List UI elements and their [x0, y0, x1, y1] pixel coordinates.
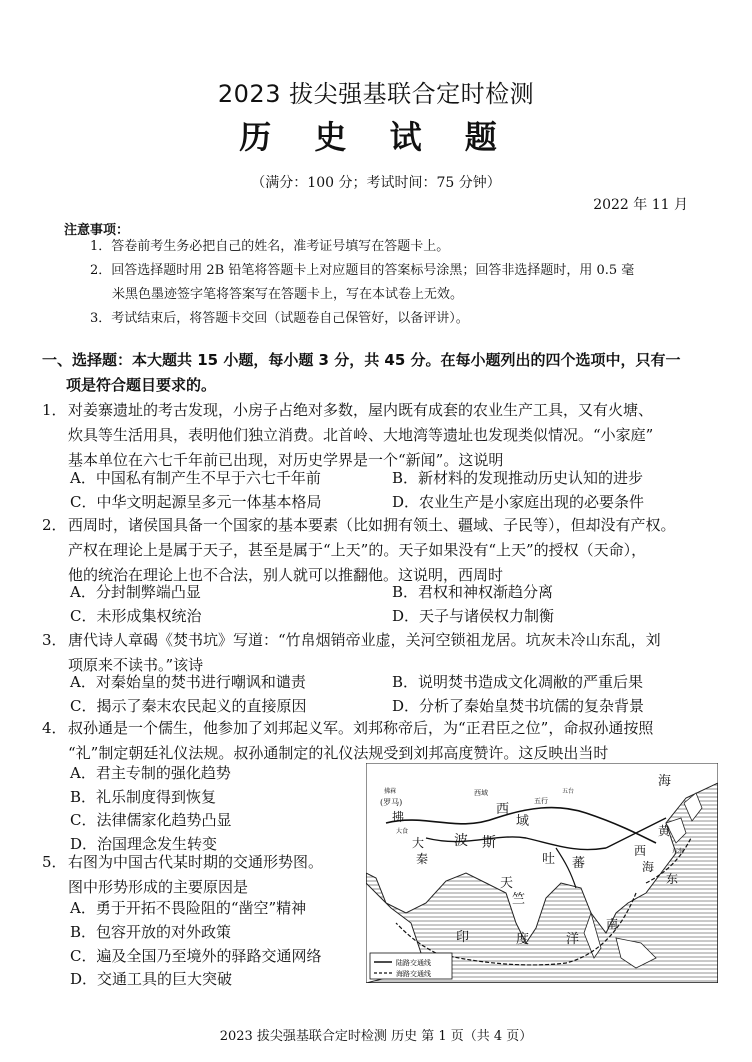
map-label: 竺: [512, 892, 526, 907]
question-text: 他的统治在理论上也不合法，别人就可以推翻他。这说明，西周时: [68, 566, 504, 584]
option-a[interactable]: A．君主专制的强化趋势: [70, 764, 231, 782]
map-label: 海: [658, 774, 672, 789]
map-label: 西: [634, 844, 647, 858]
option-b[interactable]: B．君权和神权渐趋分离: [392, 583, 554, 601]
option-d[interactable]: D．农业生产是小家庭出现的必要条件: [392, 493, 645, 511]
option-c[interactable]: C．揭示了秦末农民起义的直接原因: [70, 697, 307, 715]
exam-date: 2022 年 11 月: [593, 197, 688, 213]
option-b[interactable]: B．礼乐制度得到恢复: [70, 788, 217, 806]
map-label: 南: [606, 917, 619, 931]
exam-title: 2023 拔尖强基联合定时检测: [217, 80, 535, 108]
question-number: 4．: [42, 719, 67, 737]
question-number: 2．: [42, 516, 67, 534]
map-label: 印: [456, 930, 470, 945]
trade-route-map: [366, 763, 718, 983]
section-line: 一、选择题：本大题共 15 小题，每小题 3 分，共 45 分。在每小题列出的四个选项中，只有一: [42, 351, 681, 369]
option-a[interactable]: A．对秦始皇的焚书进行嘲讽和谴责: [70, 673, 306, 691]
question-4: [42, 716, 710, 766]
option-d[interactable]: D．分析了秦始皇焚书坑儒的复杂背景: [392, 697, 645, 715]
question-text: 西周时，诸侯国具备一个国家的基本要素（比如拥有领土、疆域、子民等），但却没有产权。: [68, 516, 676, 534]
map-place: 东海: [672, 848, 685, 855]
question-number: 5．: [42, 853, 67, 871]
option-d[interactable]: D．交通工具的巨大突破: [70, 970, 233, 988]
map-label: 洋: [566, 932, 580, 947]
legend-label: 海路交通线: [396, 970, 431, 978]
option-c[interactable]: C．中华文明起源呈多元一体基本格局: [70, 493, 322, 511]
option-d[interactable]: D．治国理念发生转变: [70, 835, 218, 853]
map-label: 秦: [416, 852, 429, 866]
question-5: [42, 850, 362, 900]
notice-item: 1．答卷前考生务必把自己的姓名，准考证号填写在答题卡上。: [90, 239, 450, 254]
notice-item: 米黑色墨迹签字笔将答案写在答题卡上，写在本试卷上无效。: [112, 287, 464, 302]
map-label: 度: [516, 932, 530, 947]
question-number: 3．: [42, 631, 67, 649]
map-place: 拂菻: [384, 788, 397, 795]
map-label: 天: [500, 876, 514, 891]
question-text: 对姜寨遗址的考古发现，小房子占绝对多数，屋内既有成套的农业生产工具，又有火塘、: [68, 401, 654, 419]
section-heading: [42, 348, 710, 398]
option-b[interactable]: B．说明焚书造成文化凋敝的严重后果: [392, 673, 644, 691]
option-a[interactable]: A．中国私有制产生不早于六七千年前: [70, 469, 321, 487]
notice-item: 3．考试结束后，将答题卡交回（试题卷自己保管好，以备评讲）。: [90, 311, 469, 326]
map-label: 斯: [482, 835, 496, 851]
map-label: 吐: [542, 852, 556, 867]
map-label: 拂: [392, 810, 405, 824]
question-1: [42, 398, 710, 473]
option-d[interactable]: D．天子与诸侯权力制衡: [392, 607, 555, 625]
question-text: 唐代诗人章碣《焚书坑》写道：“竹帛烟销帝业虚，关河空锁祖龙居。坑灰未冷山东乱，刘: [68, 631, 661, 649]
option-a[interactable]: A．分封制弊端凸显: [70, 583, 201, 601]
section-line: 项是符合题目要求的。: [66, 376, 217, 394]
option-b[interactable]: B．新材料的发现推动历史认知的进步: [392, 469, 644, 487]
question-text: 项原来不读书。”该诗: [68, 656, 204, 674]
map-label: 黄: [658, 824, 671, 838]
map-legend: [370, 953, 452, 979]
notice-item: 2．回答选择题时用 2B 铅笔将答题卡上对应题目的答案标号涂黑；回答非选择题时，用 0.5 毫: [90, 263, 635, 278]
page-footer: 2023 拔尖强基联合定时检测 历史 第 1 页（共 4 页）: [219, 1029, 533, 1044]
option-c[interactable]: C．遍及全国乃至境外的驿路交通网络: [70, 947, 322, 965]
notice-heading: 注意事项：: [64, 223, 130, 238]
question-text: 右图为中国古代某时期的交通形势图。: [68, 853, 324, 871]
map-label: 域: [516, 814, 530, 829]
map-label: 蕃: [572, 856, 586, 871]
exam-subtitle: （满分：100 分；考试时间：75 分钟）: [251, 175, 501, 191]
map-label: 大: [412, 836, 425, 850]
question-text: 图中形势形成的主要原因是: [68, 878, 249, 896]
question-text: 炊具等生活用具，表明他们独立消费。北首岭、大地湾等遗址也发现类似情况。“小家庭”: [68, 426, 654, 444]
subject-title: 历 史 试 题: [239, 118, 513, 156]
map-label: 海: [642, 860, 655, 874]
question-number: 1．: [42, 401, 67, 419]
option-a[interactable]: A．勇于开拓不畏险阻的“凿空”精神: [70, 899, 307, 917]
option-c[interactable]: C．法律儒家化趋势凸显: [70, 811, 232, 829]
option-b[interactable]: B．包容开放的对外政策: [70, 923, 232, 941]
question-text: 叔孙通是一个儒生，他参加了刘邦起义军。刘邦称帝后，为“正君臣之位”，命叔孙通按照: [68, 719, 654, 737]
map-label: 五行: [534, 797, 548, 805]
legend-label: 陆路交通线: [396, 959, 431, 967]
question-2: [42, 513, 710, 588]
question-text: 产权在理论上是属于天子，甚至是属于“上天”的。天子如果没有“上天”的授权（天命），: [68, 541, 647, 559]
map-label: 波: [454, 833, 468, 849]
question-text: “礼”制定朝廷礼仪法规。叔孙通制定的礼仪法规受到刘邦高度赞许。这反映出当时: [68, 744, 609, 762]
question-text: 基本单位在六七千年前已出现，对历史学界是一个“新闻”。这说明: [68, 451, 504, 469]
map-place: 五台: [562, 788, 575, 795]
map-place: 大食: [396, 828, 409, 835]
map-label: 西域: [474, 789, 488, 797]
map-label: 西: [496, 802, 510, 817]
option-c[interactable]: C．未形成集权统治: [70, 607, 202, 625]
map-label: 东: [666, 872, 679, 886]
map-label: (罗马): [380, 798, 403, 807]
